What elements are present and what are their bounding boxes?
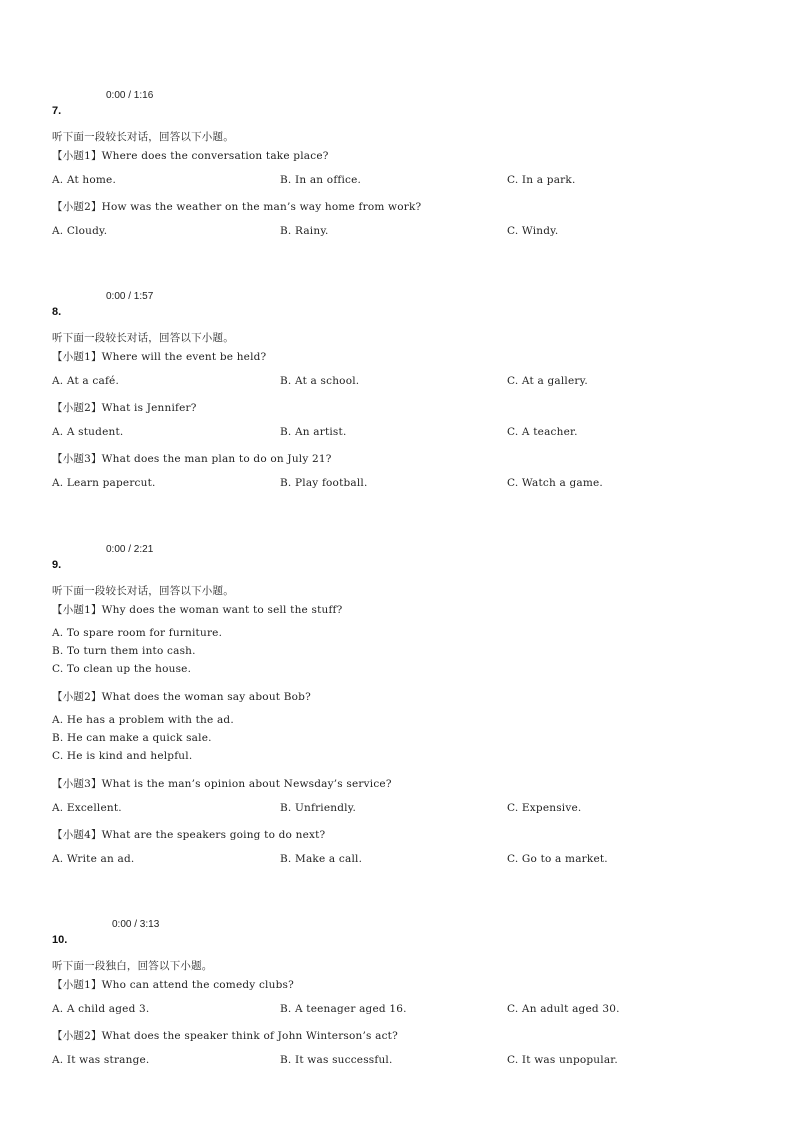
option-a: A. A child aged 3.: [52, 1003, 150, 1015]
question-instruction: 听下面一段较长对话，回答以下小题。: [52, 585, 234, 597]
sub-question-prompt: 【小题3】What is the man’s opinion about Newsday’s service?: [52, 778, 392, 790]
option-b: B. Unfriendly.: [280, 802, 356, 814]
option-c: C. To clean up the house.: [52, 663, 192, 675]
option-b: B. Rainy.: [280, 225, 329, 237]
option-b: B. At a school.: [280, 375, 360, 387]
option-c: C. It was unpopular.: [507, 1054, 618, 1066]
option-c: C. He is kind and helpful.: [52, 750, 193, 762]
question-instruction: 听下面一段较长对话，回答以下小题。: [52, 131, 234, 143]
option-b: B. Play football.: [280, 477, 368, 489]
sub-question-prompt: 【小题2】What is Jennifer?: [52, 402, 197, 414]
audio-time[interactable]: 0:00 / 2:21: [106, 544, 154, 555]
question-number: 9.: [52, 559, 62, 571]
option-b: B. It was successful.: [280, 1054, 393, 1066]
option-a: A. It was strange.: [52, 1054, 150, 1066]
sub-question-prompt: 【小题2】How was the weather on the man’s way home from work?: [52, 201, 422, 213]
option-a: A. Excellent.: [52, 802, 122, 814]
option-a: A. At a café.: [52, 375, 119, 387]
option-b: B. Make a call.: [280, 853, 363, 865]
question-instruction: 听下面一段较长对话，回答以下小题。: [52, 332, 234, 344]
option-a: A. Cloudy.: [52, 225, 108, 237]
sub-question-prompt: 【小题1】Why does the woman want to sell the stuff?: [52, 604, 343, 616]
question-number: 8.: [52, 306, 62, 318]
option-c: C. Go to a market.: [507, 853, 608, 865]
audio-time[interactable]: 0:00 / 1:16: [106, 90, 154, 101]
question-number: 10.: [52, 934, 68, 946]
sub-question-prompt: 【小题2】What does the speaker think of John Winterson’s act?: [52, 1030, 398, 1042]
option-a: A. He has a problem with the ad.: [52, 714, 234, 726]
option-b: B. To turn them into cash.: [52, 645, 196, 657]
sub-question-prompt: 【小题1】Where will the event be held?: [52, 351, 267, 363]
option-c: C. An adult aged 30.: [507, 1003, 620, 1015]
sub-question-prompt: 【小题1】Who can attend the comedy clubs?: [52, 979, 294, 991]
audio-time[interactable]: 0:00 / 3:13: [112, 919, 160, 930]
question-number: 7.: [52, 105, 62, 117]
option-b: B. An artist.: [280, 426, 347, 438]
option-c: C. A teacher.: [507, 426, 578, 438]
sub-question-prompt: 【小题3】What does the man plan to do on July 21?: [52, 453, 332, 465]
question-instruction: 听下面一段独白，回答以下小题。: [52, 960, 213, 972]
option-a: A. A student.: [52, 426, 124, 438]
option-c: C. At a gallery.: [507, 375, 588, 387]
option-a: A. Write an ad.: [52, 853, 135, 865]
option-b: B. A teenager aged 16.: [280, 1003, 407, 1015]
option-b: B. He can make a quick sale.: [52, 732, 212, 744]
audio-time[interactable]: 0:00 / 1:57: [106, 291, 154, 302]
option-a: A. Learn papercut.: [52, 477, 156, 489]
sub-question-prompt: 【小题4】What are the speakers going to do next?: [52, 829, 326, 841]
sub-question-prompt: 【小题1】Where does the conversation take place?: [52, 150, 329, 162]
option-a: A. At home.: [52, 174, 117, 186]
option-b: B. In an office.: [280, 174, 362, 186]
option-c: C. In a park.: [507, 174, 576, 186]
option-c: C. Expensive.: [507, 802, 582, 814]
sub-question-prompt: 【小题2】What does the woman say about Bob?: [52, 691, 311, 703]
option-a: A. To spare room for furniture.: [52, 627, 223, 639]
option-c: C. Watch a game.: [507, 477, 603, 489]
option-c: C. Windy.: [507, 225, 559, 237]
